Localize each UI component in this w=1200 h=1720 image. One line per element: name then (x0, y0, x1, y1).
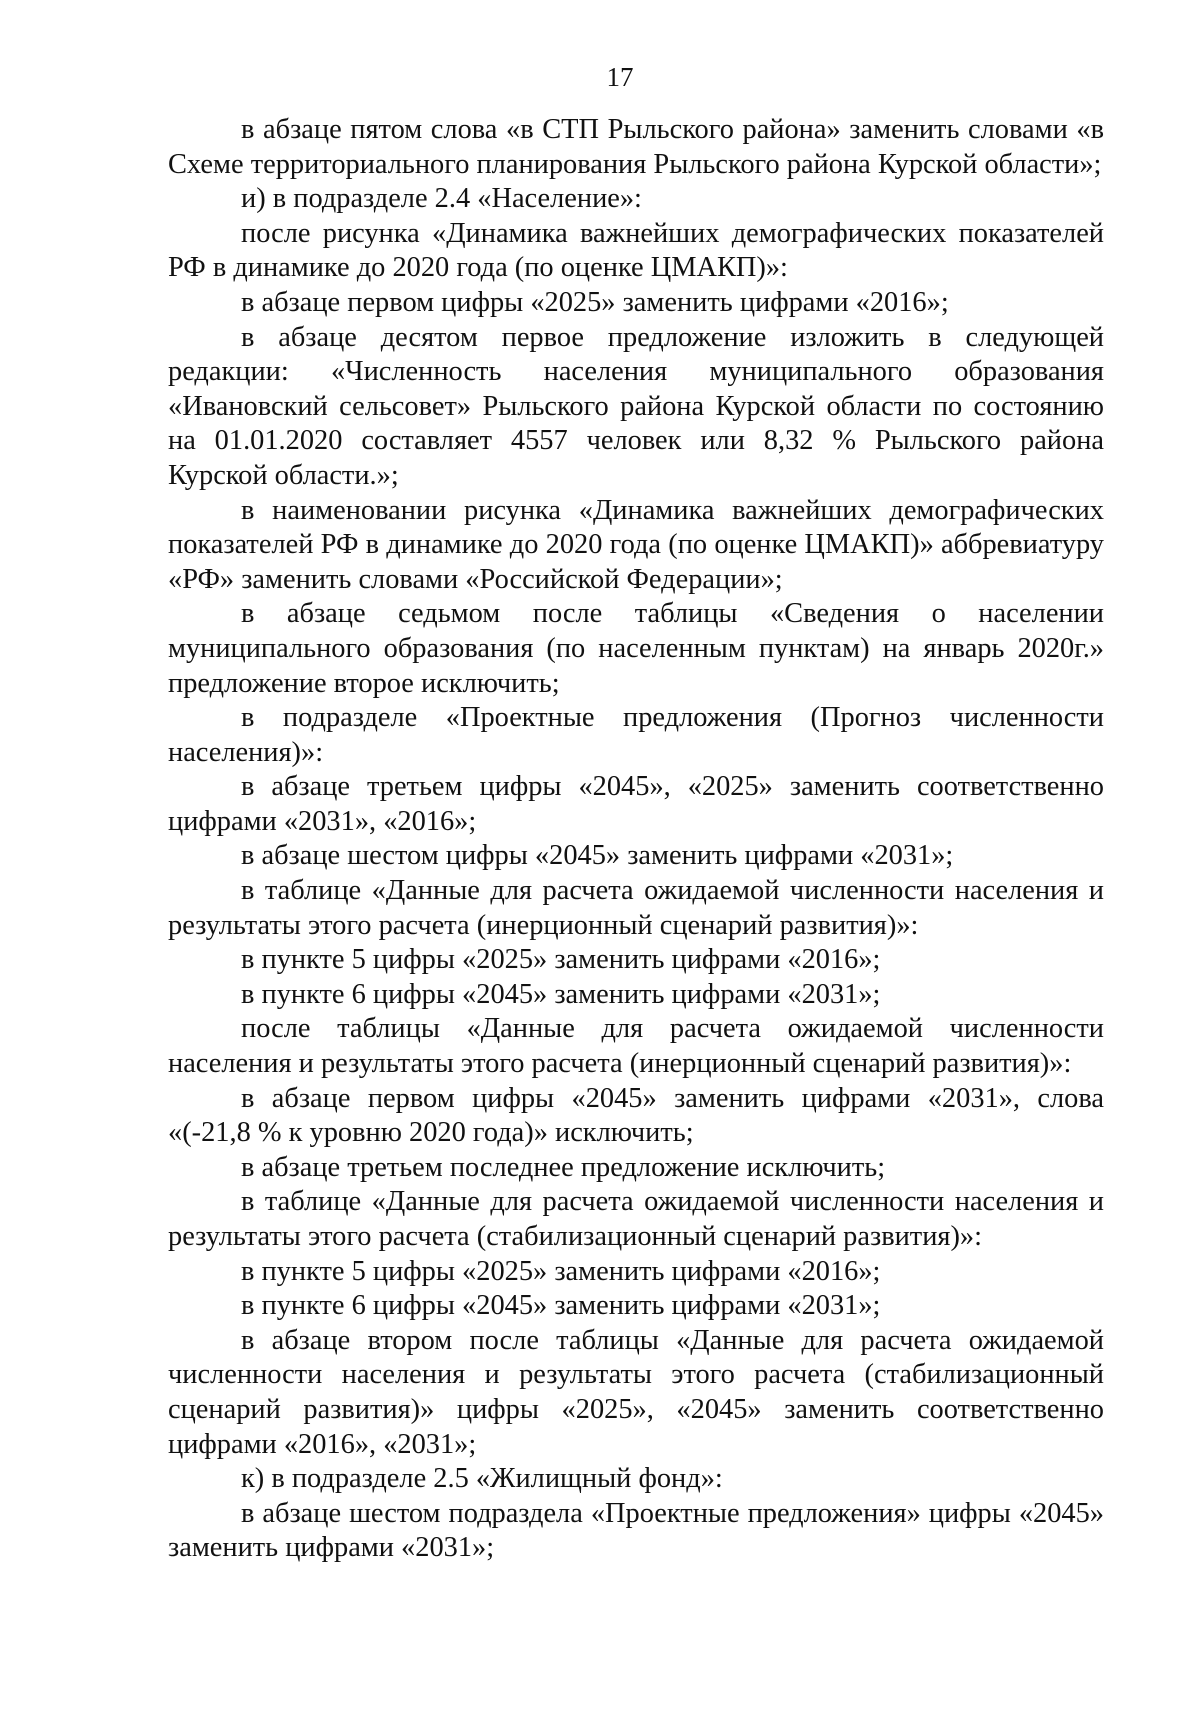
paragraph: в пункте 6 цифры «2045» заменить цифрами «2031»; (241, 978, 881, 1010)
page-number: 17 (606, 62, 634, 92)
paragraph: в абзаце первом цифры «2045» заменить цифрами «2031», слова «(-21,8 % к уровню 2020 года)» исключить; (168, 1082, 1104, 1149)
document-body (168, 113, 1104, 1566)
paragraph: в абзаце шестом цифры «2045» заменить цифрами «2031»; (241, 840, 954, 872)
paragraph: в наименовании рисунка «Динамика важнейших демографических показателей РФ в динамике до 2020 года (по оценке ЦМАКП)» аббревиатуру «РФ» заменить словами «Российской Федерации»; (168, 494, 1104, 595)
paragraph: в абзаце третьем цифры «2045», «2025» заменить соответственно цифрами «2031», «2016»; (168, 771, 1104, 837)
paragraph: после рисунка «Динамика важнейших демографических показателей РФ в динамике до 2020 года (по оценке ЦМАКП)»: (168, 217, 1104, 284)
paragraph: после таблицы «Данные для расчета ожидаемой численности населения и результаты этого расчета (инерционный сценарий развития)»: (168, 1013, 1104, 1080)
paragraph: в подразделе «Проектные предложения (Прогноз численности населения)»: (168, 702, 1104, 768)
paragraph: в абзаце первом цифры «2025» заменить цифрами «2016»; (241, 286, 949, 318)
paragraph: в пункте 5 цифры «2025» заменить цифрами «2016»; (241, 1255, 881, 1287)
paragraph: в пункте 5 цифры «2025» заменить цифрами «2016»; (241, 944, 881, 976)
paragraph: в таблице «Данные для расчета ожидаемой численности населения и результаты этого расчета (стабилизационный сценарий развития)»: (168, 1186, 1104, 1252)
paragraph: и) в подразделе 2.4 «Население»: (241, 183, 642, 215)
paragraph: к) в подразделе 2.5 «Жилищный фонд»: (241, 1463, 723, 1495)
paragraph: в таблице «Данные для расчета ожидаемой численности населения и результаты этого расчета (инерционный сценарий развития)»: (168, 875, 1104, 941)
paragraph: в абзаце шестом подраздела «Проектные предложения» цифры «2045» заменить цифрами «2031»; (168, 1497, 1104, 1564)
paragraph: в пункте 6 цифры «2045» заменить цифрами «2031»; (241, 1290, 881, 1322)
paragraph: в абзаце втором после таблицы «Данные для расчета ожидаемой численности населения и результаты этого расчета (стабилизационный сценарий развития)» цифры «2025», «2045» заменить соответственно цифрами «2016», «2031»; (168, 1324, 1104, 1460)
paragraph: в абзаце десятом первое предложение изложить в следующей редакции: «Численность населения муниципального образования «Ивановский сельсовет» Рыльского района Курской области по состоянию на 01.01.2020 составляет 4557 человек или 8,32 % Рыльского района Курской области.»; (168, 321, 1104, 491)
paragraph: в абзаце пятом слова «в СТП Рыльского района» заменить словами «в Схеме территориального планирования Рыльского района Курской области»; (168, 114, 1104, 180)
paragraph: в абзаце седьмом после таблицы «Сведения о населении муниципального образования (по населенным пунктам) на январь 2020г.» предложение второе исключить; (168, 598, 1104, 699)
paragraph: в абзаце третьем последнее предложение исключить; (241, 1151, 886, 1183)
